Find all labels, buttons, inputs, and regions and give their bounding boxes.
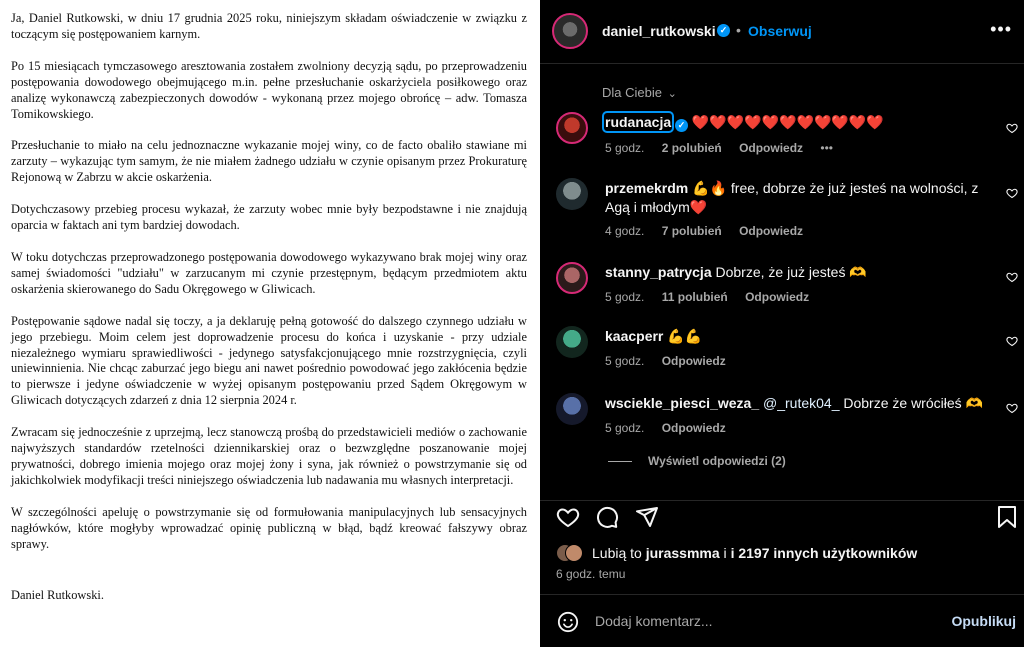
comment-time: 5 godz. <box>605 290 645 304</box>
commenter-username[interactable]: stanny_patrycja <box>605 264 712 280</box>
comment-time: 4 godz. <box>605 224 645 238</box>
comment-time: 5 godz. <box>605 141 645 155</box>
comment-body: 💪🔥 free, dobrze że już jesteś na wolności, z Agą i młodym❤️ <box>605 180 979 215</box>
comment-time: 5 godz. <box>605 354 645 368</box>
comments-sort-dropdown[interactable] <box>602 85 677 100</box>
comment-text <box>605 327 985 346</box>
like-comment-icon[interactable] <box>1006 271 1018 286</box>
view-replies-button[interactable] <box>608 454 786 468</box>
likes-prefix: Lubią to <box>592 545 642 561</box>
author-avatar[interactable] <box>552 13 588 49</box>
comments-sort-label: Dla Ciebie <box>602 85 662 100</box>
statement-paragraph: Po 15 miesiącach tymczasowego aresztowania zostałem zwolniony decyzją sądu, po przeprowadzeniu postępowania dowodowego obejmującego m.in. pełne przesłuchanie oskarżyciela posiłkowego oraz analizę wykonawczą zabezpieczonych dowodów - wykonaną przez mojego obrońcę – adw. Tomasza Tomikowskiego. <box>11 58 527 121</box>
comment-time: 5 godz. <box>605 421 645 435</box>
commenter-avatar[interactable] <box>556 178 588 210</box>
likes-count[interactable]: i 2197 innych użytkowników <box>730 545 918 561</box>
comment-more-icon[interactable]: ••• <box>820 141 834 155</box>
bookmark-icon[interactable] <box>996 505 1018 534</box>
statement-paragraph: Zwracam się jednocześnie z uprzejmą, lecz stanowczą prośbą do przedstawicieli mediów o zachowanie najwyższych standardów rzetelności dziennikarskiej oraz o bezwzględne poszanowanie mojej prywatności, dobrego imienia mojego oraz mojej żony i syna, jak również o powstrzymanie się od jakichkolwiek modyfikacji treści niniejszego oświadczenia lub nadawania mu własnych interpretacji. <box>11 425 527 487</box>
comment-body: ❤️❤️❤️❤️❤️❤️❤️❤️❤️❤️❤️ <box>691 114 884 130</box>
comment-icon[interactable] <box>595 505 619 534</box>
like-comment-icon[interactable] <box>1006 187 1018 202</box>
author-username[interactable]: daniel_rutkowski <box>602 23 716 39</box>
commenter-username[interactable]: kaacperr <box>605 328 664 344</box>
comment-input[interactable]: Dodaj komentarz... <box>595 613 713 629</box>
comment-likes-count[interactable]: 2 polubień <box>661 141 722 155</box>
comment-meta <box>605 421 740 435</box>
commenter-avatar[interactable] <box>556 262 588 294</box>
share-icon[interactable] <box>635 505 659 534</box>
verified-badge-icon: ✓ <box>717 24 730 37</box>
chevron-down-icon: ⌄ <box>667 88 677 100</box>
post-header <box>540 0 1024 64</box>
like-comment-icon[interactable] <box>1006 402 1018 417</box>
post-timestamp: 6 godz. temu <box>556 567 626 581</box>
like-comment-icon[interactable] <box>1006 122 1018 137</box>
header-separator: • <box>736 22 741 38</box>
liker-avatars <box>556 544 576 564</box>
comment-likes-count[interactable]: 7 polubień <box>661 224 722 238</box>
statement-paragraph: Dotychczasowy przebieg procesu wykazał, że zarzuty wobec mnie były bezpodstawne i nie znajdują oparcia w faktach ani tym bardziej dowodach. <box>11 202 527 233</box>
instagram-post-panel <box>540 0 1024 647</box>
comment-likes-count[interactable]: 11 polubień <box>661 290 728 304</box>
statement-paragraph: W szczególności apeluję o powstrzymanie się od formułowania manipulacyjnych lub sensacyjnych nagłówków, które mogłyby wprowadzać opinię publiczną w błąd, bądź kreować fałszywy obraz sprawy. <box>11 504 527 551</box>
liker-username[interactable]: jurassmma <box>645 545 720 561</box>
statement-paragraph: Postępowanie sądowe nadal się toczy, a ja deklaruję pełną gotowość do dalszego czynnego udziału w jego przebiegu. Moim celem jest doprowadzenie procesu do końca i uzyskanie - przy udziale niezależnego wymiaru sprawiedliwości - jedynego satysfakcjonującego mnie rozstrzygnięcia, czyli uniewinnienia. Nie chcąc zaburzać jego biegu ani nawet pośrednio powodować jego zakłócenia będzie to pierwsze i jedyne oświadczenie w wyżej opisanym postępowaniu przed Sądem Okręgowym w Gliwicach dotyczących zdarzeń z dnia 12 sierpnia 2024 r. <box>11 313 527 408</box>
like-comment-icon[interactable] <box>1006 335 1018 350</box>
heart-icon[interactable] <box>556 505 580 534</box>
reply-button[interactable]: Odpowiedz <box>745 290 810 304</box>
comment-meta <box>605 224 817 238</box>
commenter-username[interactable]: przemekrdm <box>605 180 689 196</box>
reply-button[interactable]: Odpowiedz <box>739 224 804 238</box>
comment-body: Dobrze, że już jesteś 🫶 <box>715 264 867 280</box>
replies-divider <box>608 461 632 462</box>
more-options-icon[interactable]: ••• <box>990 19 1012 39</box>
post-actions-bar <box>540 500 1024 536</box>
reply-button[interactable]: Odpowiedz <box>661 421 726 435</box>
publish-button[interactable]: Opublikuj <box>951 613 1016 629</box>
commenter-username[interactable]: wsciekle_piesci_weza_ <box>605 395 760 411</box>
comment-body: Dobrze że wróciłeś 🫶 <box>843 395 983 411</box>
statement-paragraph: Ja, Daniel Rutkowski, w dniu 17 grudnia 2025 roku, niniejszym składam oświadczenie w związku z toczącym się postępowaniem karnym. <box>11 11 527 41</box>
view-replies-label: Wyświetl odpowiedzi (2) <box>648 454 786 468</box>
emoji-icon[interactable] <box>557 611 579 638</box>
verified-badge-icon: ✓ <box>675 119 688 132</box>
commenter-avatar[interactable] <box>556 393 588 425</box>
comment-text <box>605 113 985 132</box>
comment-text <box>605 394 985 413</box>
commenter-username[interactable]: rudanacja <box>605 114 672 130</box>
reply-button[interactable]: Odpowiedz <box>661 354 726 368</box>
comment-composer <box>540 594 1024 647</box>
comment-body: 💪💪 <box>667 328 703 344</box>
commenter-avatar[interactable] <box>556 112 588 144</box>
reply-button[interactable]: Odpowiedz <box>739 141 804 155</box>
commenter-avatar[interactable] <box>556 326 588 358</box>
comment-text <box>605 179 985 217</box>
comment-meta <box>605 290 823 304</box>
follow-button[interactable]: Obserwuj <box>748 23 812 39</box>
comment-meta <box>605 141 847 155</box>
likes-suffix-and: i <box>723 545 727 561</box>
statement-signature: Daniel Rutkowski. <box>11 588 104 603</box>
comment-text <box>605 263 985 282</box>
comment-meta <box>605 354 740 368</box>
mention-link[interactable]: @_rutek04_ <box>763 395 840 411</box>
statement-paragraph: Przesłuchanie to miało na celu jednoznaczne wykazanie mojej winy, co de facto obaliło stawiane mi zarzuty – wykazując tym samym, że nie miałem żadnego udziału w czynie opisanym przez Prokuraturę Rejonową w Zabrzu w akcie oskarżenia. <box>11 138 527 185</box>
statement-paragraph: W toku dotychczas przeprowadzonego postępowania dowodowego wykazywano brak mojej winy oraz samej świadomości "udziału" w zarzucanym mi czynie przestępnym, będącym przedmiotem aktu oskarżenia skierowanego do Sadu Okręgowego w Gliwicach. <box>11 249 527 296</box>
